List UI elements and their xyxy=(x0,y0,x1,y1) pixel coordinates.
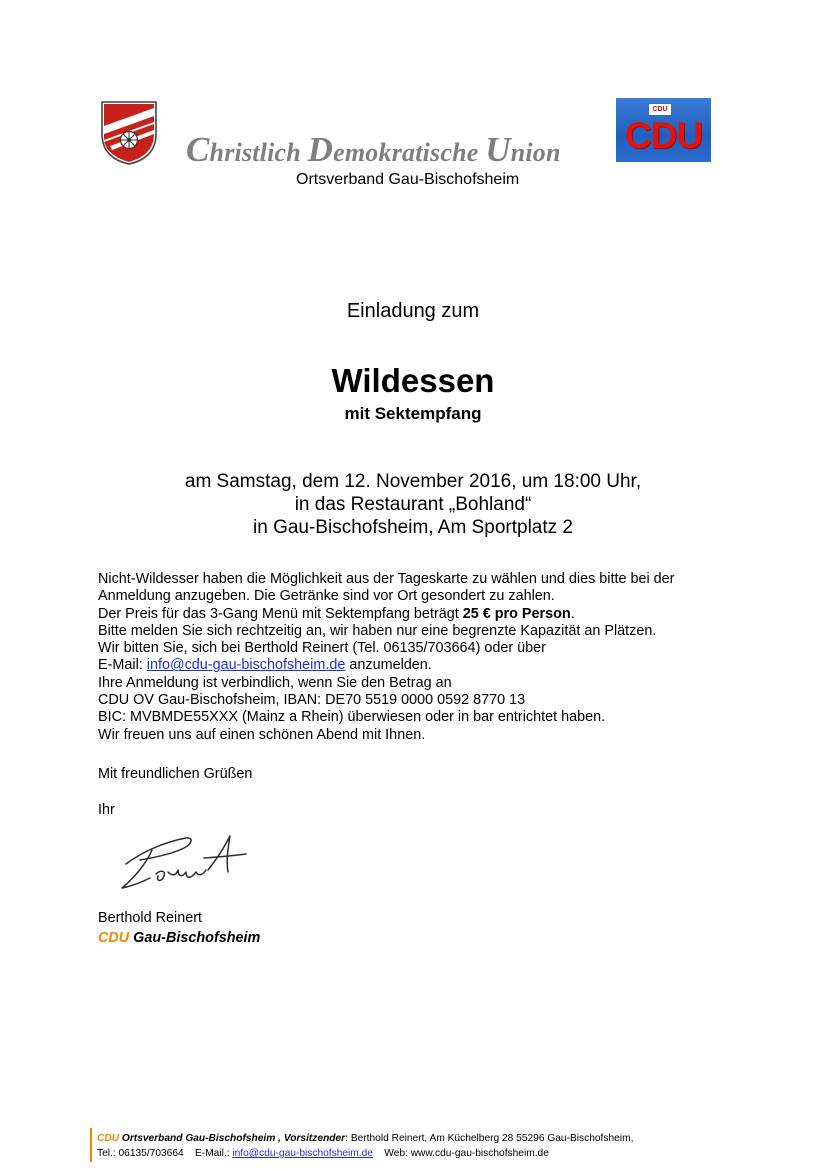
signer-party: CDU xyxy=(98,930,130,946)
greeting: Mit freundlichen Grüßen xyxy=(98,766,253,782)
signer-name: Berthold Reinert xyxy=(98,910,202,926)
contact-line: Wir bitten Sie, sich bei Berthold Reinert (Tel. 06135/703664) oder über xyxy=(98,640,546,657)
email-line: E-Mail: info@cdu-gau-bischofsheim.de anzumelden. xyxy=(98,657,432,674)
email-link[interactable]: info@cdu-gau-bischofsheim.de xyxy=(146,657,346,674)
account-line: CDU OV Gau-Bischofsheim, IBAN: DE70 5519 0000 0592 8770 13 xyxy=(98,692,526,709)
event-date-line: am Samstag, dem 12. November 2016, um 18:00 Uhr, xyxy=(184,471,642,492)
signature-icon xyxy=(112,830,252,896)
coat-of-arms-icon xyxy=(100,100,158,166)
bic-line: BIC: MVBMDE55XXX (Mainz a Rhein) überwiesen oder in bar entrichtet haben. xyxy=(98,709,606,726)
event-venue-line: in das Restaurant „Bohland“ xyxy=(294,494,532,515)
capacity-line: Bitte melden Sie sich rechtzeitig an, wir haben nur eine begrenzte Kapazität an Plätzen. xyxy=(98,622,657,639)
footer-org: Ortsverband Gau-Bischofsheim , Vorsitzender xyxy=(119,1133,346,1144)
event-subtitle: mit Sektempfang xyxy=(344,404,482,423)
footer-address: : Berthold Reinert, Am Küchelberg 28 55296 Gau-Bischofsheim, xyxy=(345,1133,634,1144)
closing-line: Wir freuen uns auf einen schönen Abend mit Ihnen. xyxy=(98,726,426,743)
price-line: Der Preis für das 3-Gang Menü mit Sektempfang beträgt 25 € pro Person. xyxy=(98,605,575,622)
footer-email-link[interactable]: info@cdu-gau-bischofsheim.de xyxy=(232,1148,373,1159)
signer-organization xyxy=(98,930,260,946)
document-title xyxy=(186,130,561,170)
menu-note: Nicht-Wildesser haben die Möglichkeit aus der Tageskarte zu wählen und dies bitte bei der Anmeldung anzugeben. Die Getränke sind vor Ort gesondert zu zahlen. xyxy=(98,571,675,605)
event-details xyxy=(0,470,826,539)
footer-line-1 xyxy=(97,1131,633,1146)
title-word-christlich: Christlich xyxy=(186,130,308,169)
signer-place: Gau-Bischofsheim xyxy=(129,930,261,946)
cdu-logo-tag: CDU xyxy=(649,104,671,115)
cdu-logo xyxy=(616,98,711,162)
price-amount: 25 € pro Person xyxy=(462,605,571,622)
salutation: Ihr xyxy=(98,802,115,818)
footer-tel: Tel.: 06135/703664 xyxy=(97,1148,184,1159)
event-address-line: in Gau-Bischofsheim, Am Sportplatz 2 xyxy=(253,517,573,538)
footer-party: CDU xyxy=(97,1133,120,1144)
title-word-union: Union xyxy=(485,130,561,169)
footer-web: Web: www.cdu-gau-bischofsheim.de xyxy=(384,1148,549,1159)
invitation-intro: Einladung zum xyxy=(346,300,480,322)
document-subtitle: Ortsverband Gau-Bischofsheim xyxy=(296,171,520,188)
footer-divider xyxy=(90,1128,92,1162)
cdu-logo-text: CDU xyxy=(624,115,703,156)
binding-line: Ihre Anmeldung ist verbindlich, wenn Sie den Betrag an xyxy=(98,674,452,691)
event-name: Wildessen xyxy=(331,362,495,399)
title-word-demokratische: Demokratische xyxy=(307,130,486,169)
footer-line-2: Tel.: 06135/703664 E-Mail.: info@cdu-gau-bischofsheim.de Web: www.cdu-gau-bischofsheim.de xyxy=(97,1148,549,1159)
footer xyxy=(97,1131,633,1161)
body-text xyxy=(98,571,748,744)
